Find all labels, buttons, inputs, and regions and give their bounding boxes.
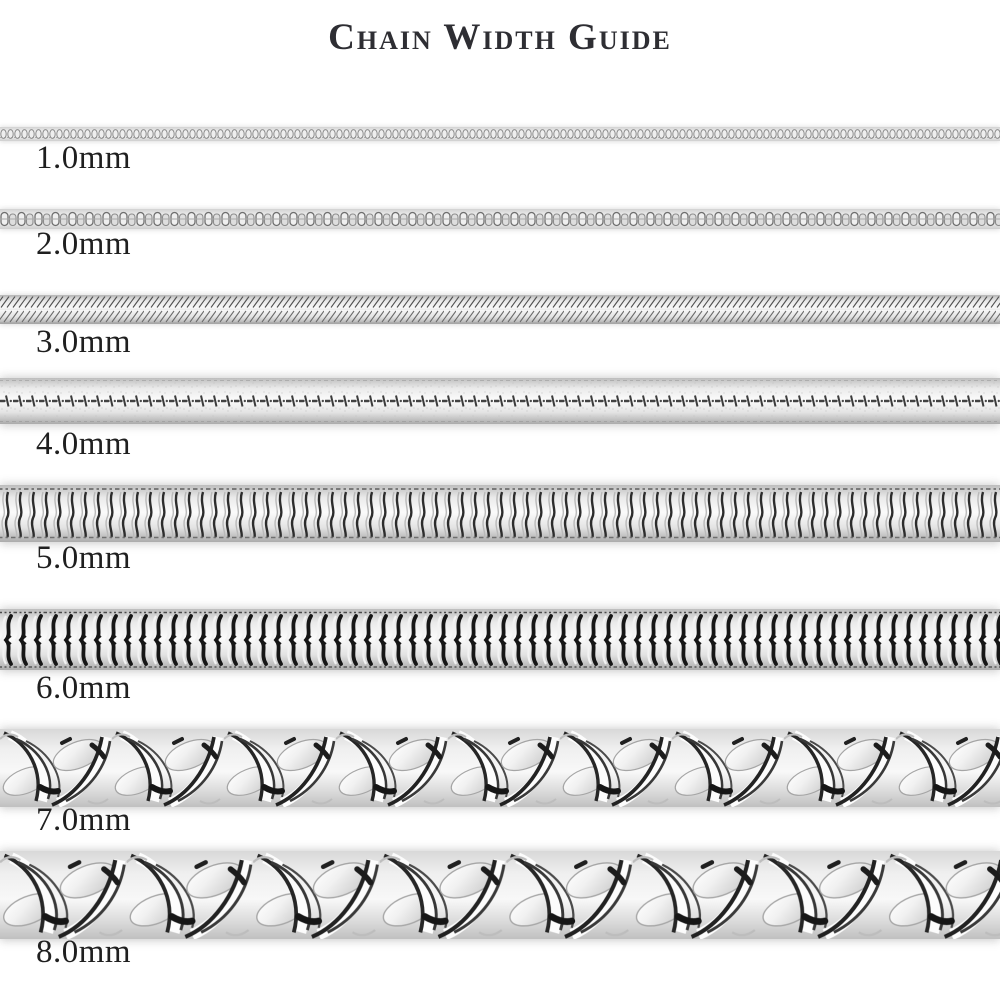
page-title: Chain Width Guide xyxy=(328,17,672,58)
rope-chain-image xyxy=(0,729,1000,807)
snake-chain-image xyxy=(0,295,1000,324)
chain-size-label-1mm: 1.0mm xyxy=(36,140,132,176)
mesh-snake-chain-image xyxy=(0,378,1000,424)
chain-photo-4mm xyxy=(0,378,1000,424)
chain-size-label-8mm: 8.0mm xyxy=(36,934,132,970)
box-chain-image xyxy=(0,209,1000,229)
chain-size-label-5mm: 5.0mm xyxy=(36,540,132,576)
chain-photo-6mm xyxy=(0,609,1000,670)
chain-size-label-4mm: 4.0mm xyxy=(36,426,132,462)
thick-rope-chain-image xyxy=(0,851,1000,939)
chain-size-label-6mm: 6.0mm xyxy=(36,670,132,706)
bold-ribbed-snake-chain-image xyxy=(0,609,1000,670)
chain-size-label-2mm: 2.0mm xyxy=(36,226,132,262)
chain-size-label-3mm: 3.0mm xyxy=(36,324,132,360)
ribbed-snake-chain-image xyxy=(0,485,1000,542)
chain-photo-8mm xyxy=(0,851,1000,939)
chain-size-label-7mm: 7.0mm xyxy=(36,802,132,838)
chain-photo-2mm xyxy=(0,209,1000,229)
chain-photo-1mm xyxy=(0,127,1000,141)
chain-photo-3mm xyxy=(0,295,1000,324)
chain-photo-7mm xyxy=(0,729,1000,807)
thin-box-chain-image xyxy=(0,127,1000,141)
chain-photo-5mm xyxy=(0,485,1000,542)
